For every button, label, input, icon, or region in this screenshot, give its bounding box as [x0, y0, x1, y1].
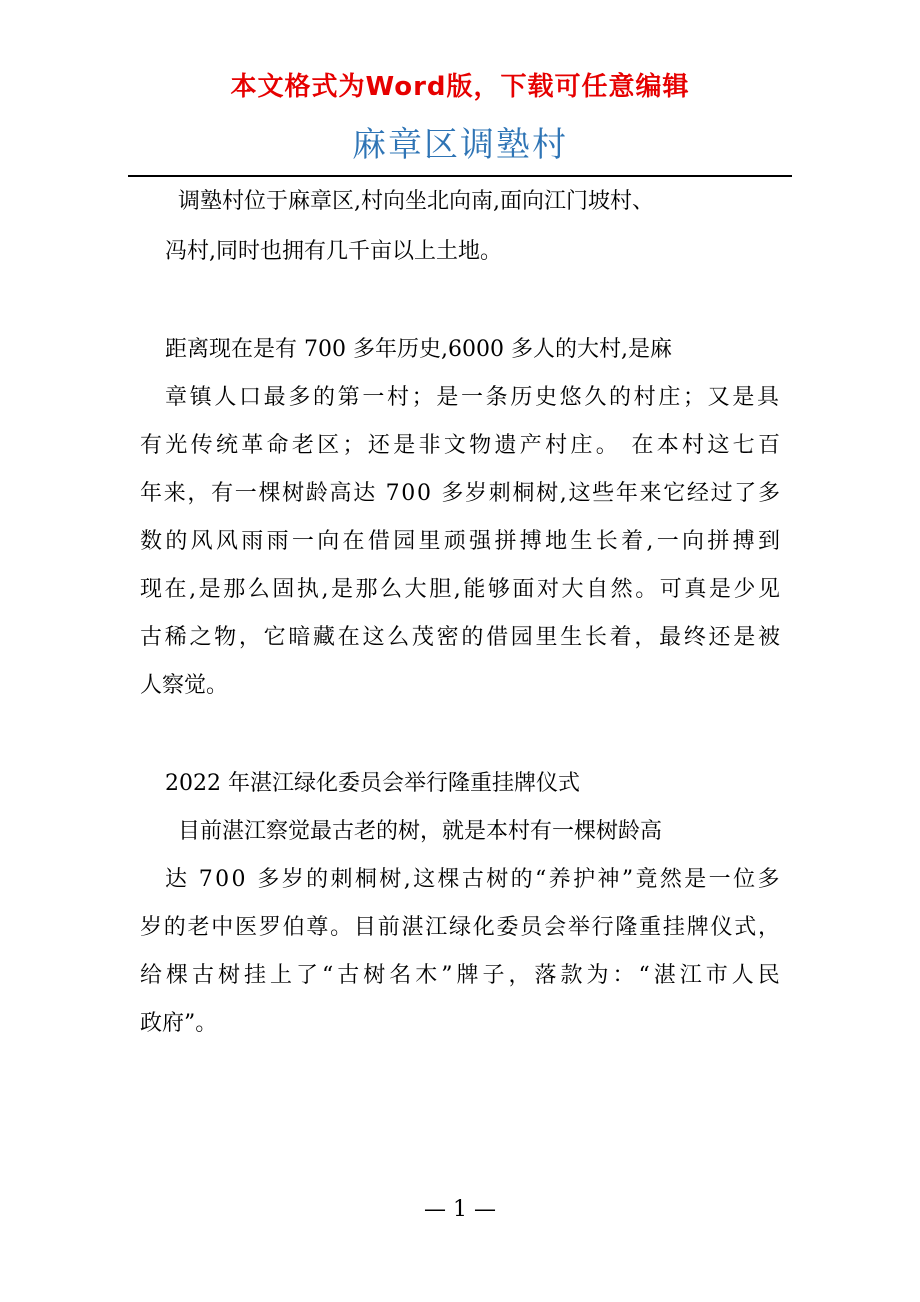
paragraph-2-line-8: 人察觉。 [140, 673, 229, 698]
page-number: — 1 — [424, 1197, 496, 1222]
paragraph-1-line-1: 调塾村位于麻章区,村向坐北向南,面向江门坡村、 [178, 189, 654, 214]
paragraph-4-line-4: 给棵古树挂上了“古树名木”牌子，落款为：“湛江市人民 [140, 963, 784, 988]
title-divider [128, 175, 792, 177]
paragraph-2-line-6: 现在,是那么固执,是那么大胆,能够面对大自然。可真是少见 [140, 577, 783, 602]
paragraph-1-line-2: 冯村,同时也拥有几千亩以上土地。 [165, 239, 502, 264]
paragraph-2-line-3: 有光传统革命老区；还是非文物遗产村庄。 在本村这七百 [140, 433, 784, 458]
paragraph-2-line-2: 章镇人口最多的第一村；是一条历史悠久的村庄；又是具 [165, 385, 782, 410]
paragraph-4-line-2: 达 700 多岁的刺桐树,这棵古树的“养护神”竟然是一位多 [165, 867, 782, 892]
paragraph-2-line-5: 数的风风雨雨一向在借园里顽强拼搏地生长着,一向拼搏到 [140, 529, 784, 554]
paragraph-4-line-5: 政府”。 [140, 1011, 218, 1036]
paragraph-4-line-1: 目前湛江察觉最古老的树，就是本村有一棵树龄高 [178, 819, 663, 844]
download-notice-banner: 本文格式为Word版，下载可任意编辑 [230, 72, 690, 102]
paragraph-2-line-7: 古稀之物，它暗藏在这么茂密的借园里生长着，最终还是被 [140, 625, 783, 650]
paragraph-4-line-3: 岁的老中医罗伯尊。目前湛江绿化委员会举行隆重挂牌仪式， [140, 915, 782, 940]
page-title: 麻章区调塾村 [352, 125, 568, 165]
paragraph-3-line-1: 2022 年湛江绿化委员会举行隆重挂牌仪式 [165, 771, 580, 796]
paragraph-2-line-4: 年来，有一棵树龄高达 700 多岁刺桐树,这些年来它经过了多 [140, 481, 782, 506]
paragraph-2-line-1: 距离现在是有 700 多年历史,6000 多人的大村,是麻 [165, 337, 672, 362]
